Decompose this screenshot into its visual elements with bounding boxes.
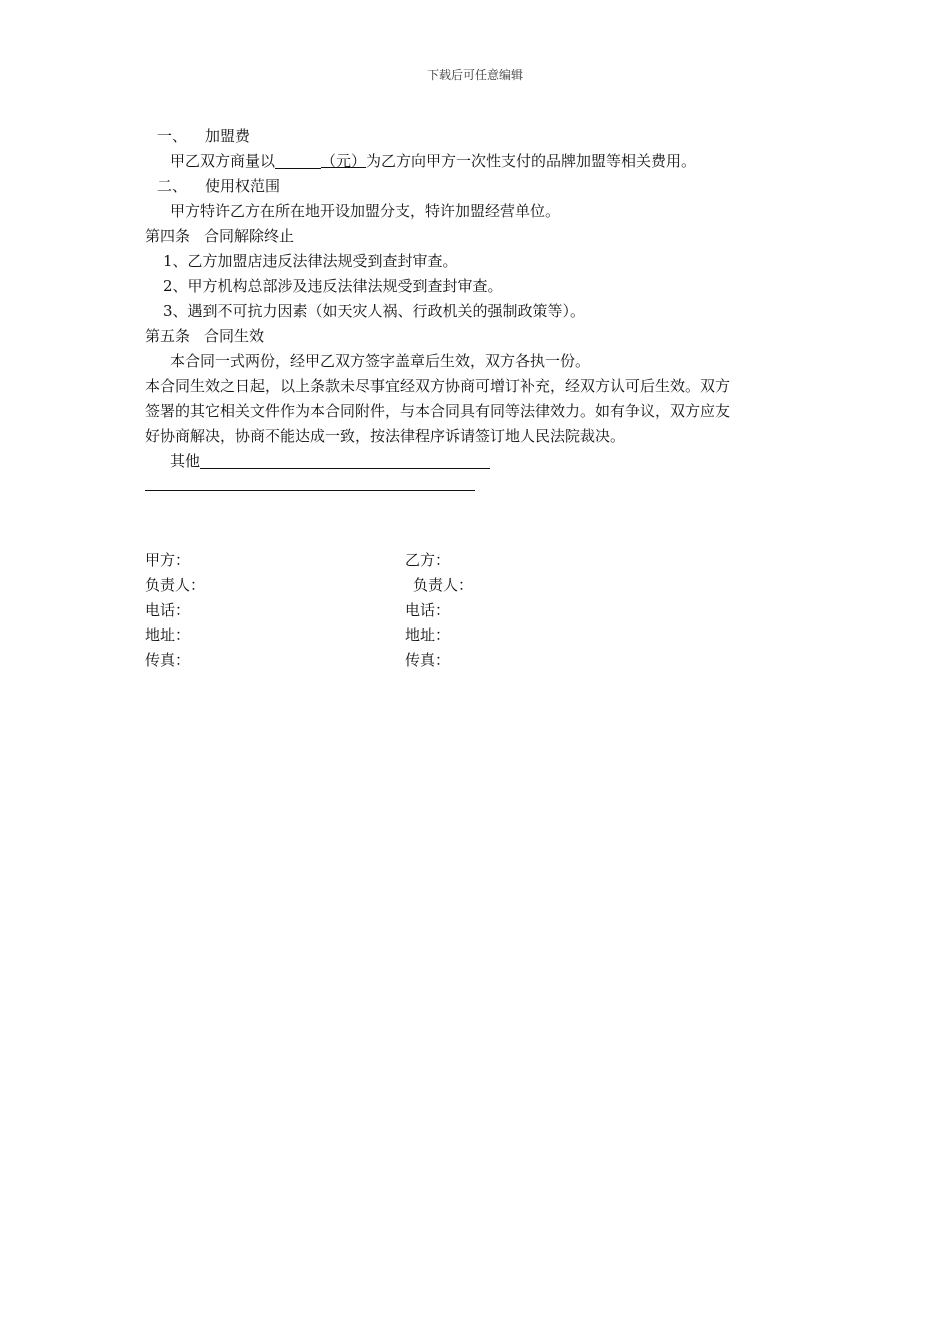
other-blank-line-2 (145, 490, 475, 491)
page-header: 下载后可任意编辑 (426, 68, 523, 82)
article-4-heading (145, 224, 294, 249)
article-5-paragraph-2-line: 本合同生效之日起，以上条款未尽事宜经双方协商可增订补充，经双方认可后生效。双方 (145, 377, 731, 395)
section-1-heading (157, 124, 250, 149)
party-a-phone: 电话： (145, 601, 191, 619)
party-b-phone: 电话： (405, 601, 451, 619)
article-5-paragraph-1: 本合同一式两份，经甲乙双方签字盖章后生效，双方各执一份。 (170, 352, 591, 370)
section-1-body (170, 149, 696, 174)
party-a-manager: 负责人： (145, 576, 206, 594)
article-5-number: 第五条 (145, 327, 191, 345)
article-5-title: 合同生效 (204, 327, 265, 345)
party-b-label: 乙方： (405, 551, 451, 569)
other-blank-line (200, 451, 490, 469)
section-2-number: 二、 (157, 177, 188, 195)
article-5-paragraph-2-line: 好协商解决，协商不能达成一致，按法律程序诉请签订地人民法院裁决。 (145, 427, 626, 445)
section-1-number: 一、 (157, 127, 188, 145)
article-4-title: 合同解除终止 (204, 227, 295, 245)
article-5-paragraph-2-line: 签署的其它相关文件作为本合同附件，与本合同具有同等法律效力。如有争议，双方应友 (145, 402, 731, 420)
party-a-label: 甲方： (145, 551, 191, 569)
article-4-item: 3、遇到不可抗力因素（如天灾人祸、行政机关的强制政策等）。 (163, 302, 586, 320)
fee-text-post: 为乙方向甲方一次性支付的品牌加盟等相关费用。 (366, 152, 697, 170)
fee-text-pre: 甲乙双方商量以 (170, 152, 276, 170)
article-5-heading (145, 324, 264, 349)
party-a-fax: 传真： (145, 651, 191, 669)
fee-unit: （元） (321, 152, 367, 170)
fee-amount-blank (275, 151, 321, 169)
other-label: 其他 (170, 452, 201, 470)
section-2-heading (157, 174, 280, 199)
party-a-address: 地址： (145, 626, 191, 644)
section-2-body: 甲方特许乙方在所在地开设加盟分支，特许加盟经营单位。 (170, 202, 561, 220)
other-clause (170, 449, 490, 474)
party-b-manager: 负责人： (413, 576, 474, 594)
article-4-item: 2、甲方机构总部涉及违反法律法规受到查封审查。 (163, 277, 503, 295)
party-b-address: 地址： (405, 626, 451, 644)
article-4-number: 第四条 (145, 227, 191, 245)
section-2-title: 使用权范围 (205, 177, 281, 195)
section-1-title: 加盟费 (205, 127, 251, 145)
article-4-item: 1、乙方加盟店违反法律法规受到查封审查。 (163, 252, 458, 270)
party-b-fax: 传真： (405, 651, 451, 669)
